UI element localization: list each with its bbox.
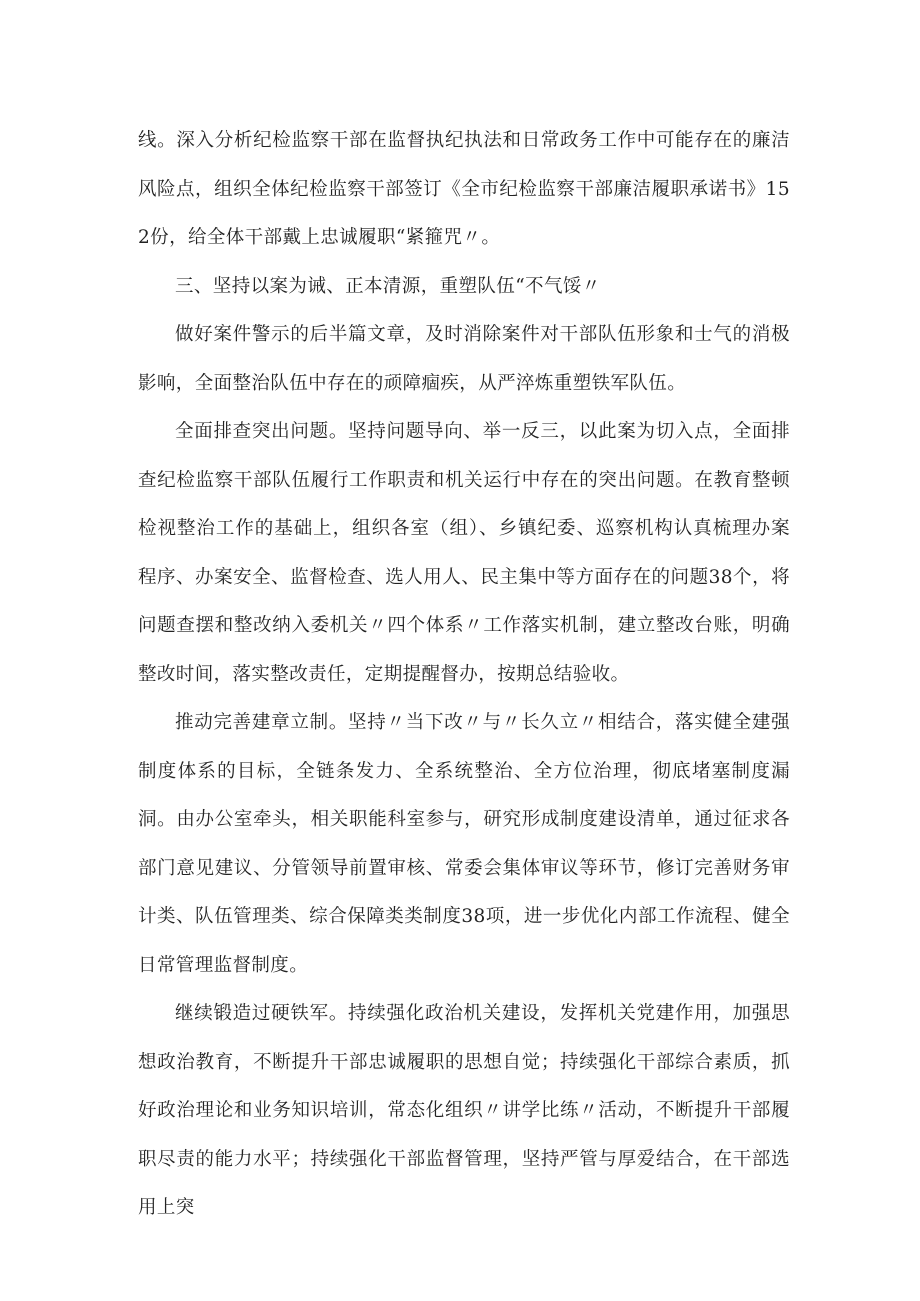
paragraph-continuation: 线。深入分析纪检监察干部在监督执纪执法和日常政务工作中可能存在的廉洁风险点，组织全体纪检监察干部签订《全市纪检监察干部廉洁履职承诺书》152份，给全体干部戴上忠诚履职“紧箍咒〃。 — [138, 130, 790, 248]
paragraph-system-building: 推动完善建章立制。坚持〃当下改〃与〃长久立〃相结合，落实健全建强制度体系的目标，全链条发力、全系统整治、全方位治理，彻底堵塞制度漏洞。由办公室牵头，相关职能科室参与，研究形成制度建设清单，通过征求各部门意见建议、分管领导前置审核、常委会集体审议等环节，修订完善财务审计类、队伍管理类、综合保障类类制度38项，进一步优化内部工作流程、健全日常管理监督制度。 — [138, 712, 790, 976]
paragraph-case-warning: 做好案件警示的后半篇文章，及时消除案件对干部队伍形象和士气的消极影响，全面整治队伍中存在的顽障痼疾，从严淬炼重塑铁军队伍。 — [138, 324, 790, 394]
paragraph-forge-iron-army: 继续锻造过硬铁军。持续强化政治机关建设，发挥机关党建作用，加强思想政治教育，不断提升干部忠诚履职的思想自觉；持续强化干部综合素质，抓好政治理论和业务知识培训，常态化组织〃讲学比练〃活动，不断提升干部履职尽责的能力水平；持续强化干部监督管理，坚持严管与厚爱结合，在干部选用上突 — [138, 1003, 790, 1218]
document-page — [138, 117, 790, 1233]
section-heading-three: 三、坚持以案为诫、正本清源，重塑队伍“不气馁〃 — [175, 275, 601, 297]
paragraph-problem-investigation: 全面排查突出问题。坚持问题导向、举一反三，以此案为切入点，全面排查纪检监察干部队伍履行工作职责和机关运行中存在的突出问题。在教育整顿检视整治工作的基础上，组织各室（组）、乡镇纪委、巡察机构认真梳理办案程序、办案安全、监督检查、选人用人、民主集中等方面存在的问题38个，将问题查摆和整改纳入委机关〃四个体系〃工作落实机制，建立整改台账，明确整改时间，落实整改责任，定期提醒督办，按期总结验收。 — [138, 421, 790, 685]
